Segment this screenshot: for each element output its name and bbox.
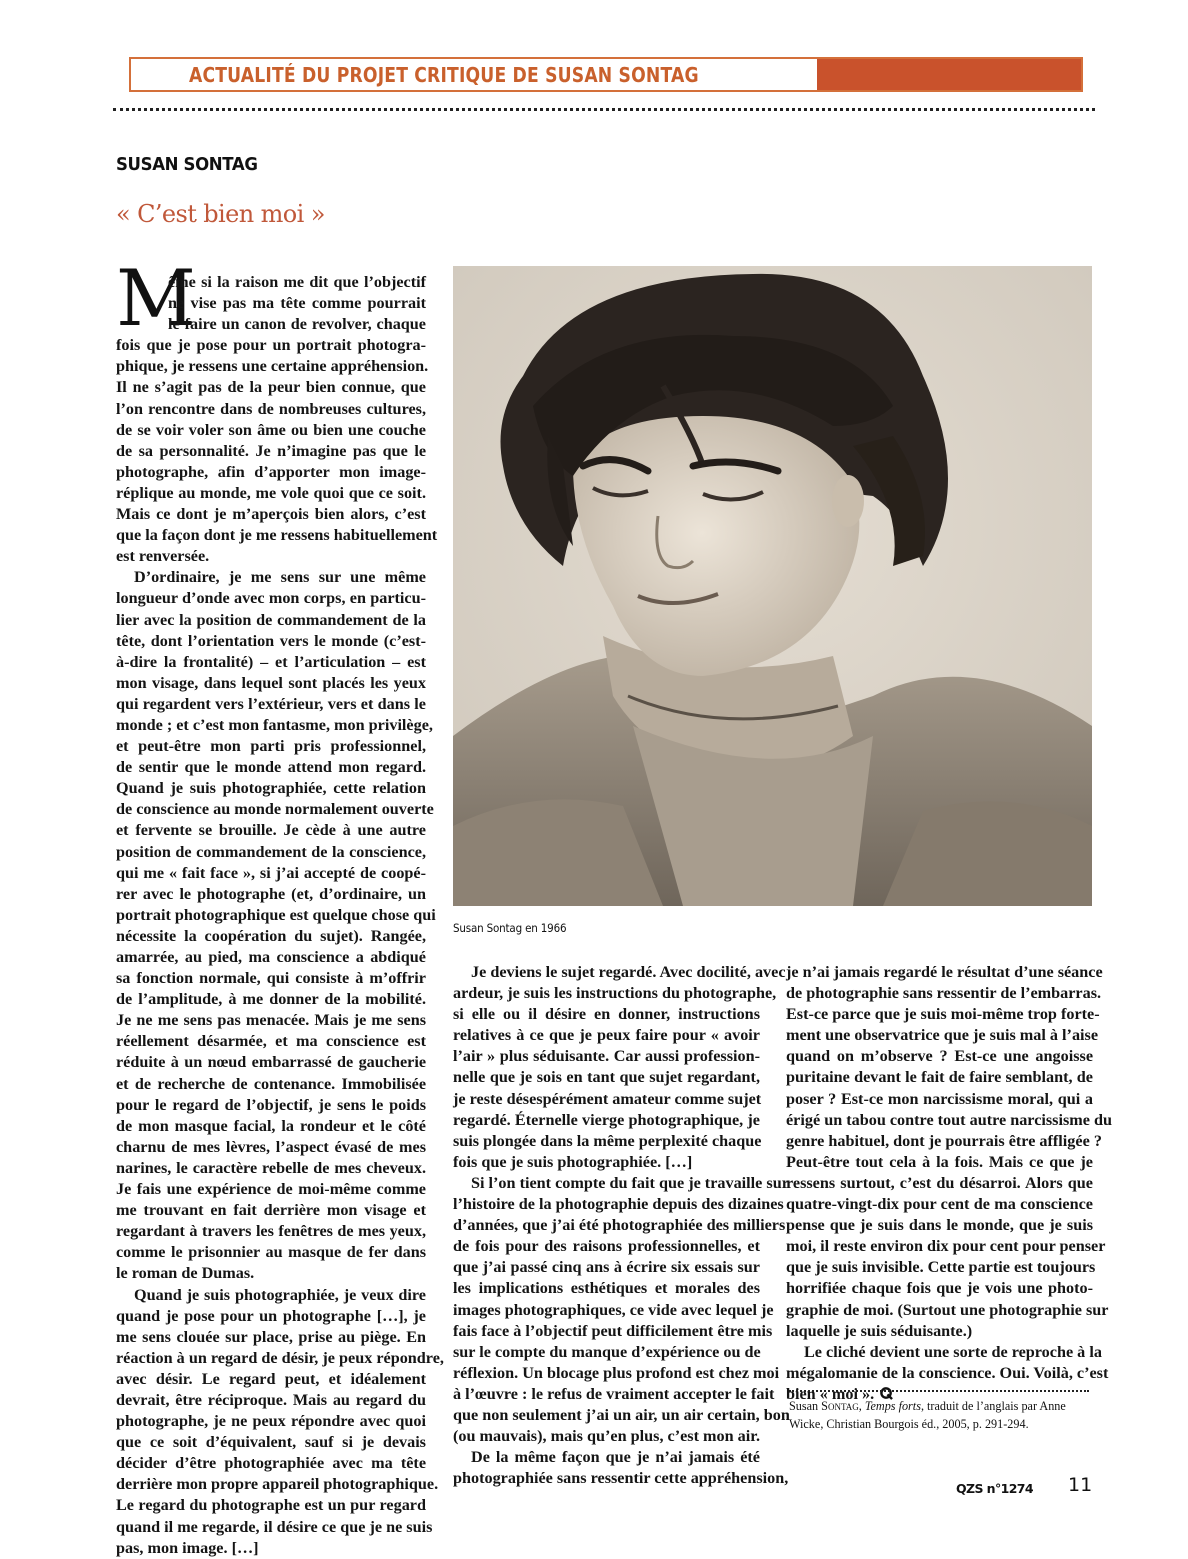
text-line: d’années, que j’ai été photographiée des milliers (453, 1216, 786, 1235)
portrait-photo (453, 266, 1092, 906)
text-line: l’on rencontre dans de nombreuses cultures, (116, 399, 426, 418)
text-line: Il ne s’agit pas de la peur bien connue, que (116, 378, 426, 397)
text-line: avec désir. Le regard peut, et idéalement (116, 1369, 426, 1388)
text-line: quatre-vingt-dix pour cent de ma conscience (786, 1195, 1093, 1214)
text-line: photographe, afin d’apporter mon image- (116, 462, 426, 481)
text-line: quand je pose pour un photographe […], je (116, 1306, 426, 1325)
text-line: phique, je ressens une certaine appréhension. (116, 357, 429, 376)
text-line: réplique au monde, me vole quoi que ce soit. (116, 483, 426, 502)
text-line: de l’amplitude, à me donner de la mobilité. (116, 990, 426, 1009)
text-line: de photographie sans ressentir de l’embarras. (786, 984, 1102, 1003)
text-line: érigé un tabou contre tout autre narcissisme du (786, 1110, 1112, 1129)
text-line: que j’ai passé cinq ans à écrire six essais sur (453, 1258, 760, 1277)
article-title: « C’est bien moi » (116, 200, 325, 228)
text-line: rer avec le photographe (et, d’ordinaire, un (116, 884, 426, 903)
text-line: Le cliché devient une sorte de reproche à la (804, 1342, 1102, 1361)
text-line: ême si la raison me dit que l’objectif (168, 273, 426, 291)
text-line: fais face à l’objectif peut difficilement être mis (453, 1321, 773, 1340)
text-line: (ou mauvais), mais qu’en plus, c’est mon air. (453, 1427, 760, 1446)
text-line: l’histoire de la photographie depuis des dizaines (453, 1195, 784, 1214)
text-line: de conscience au monde normalement ouverte (116, 800, 434, 819)
text-line: réduite à un nœud embarrassé de gaucherie (116, 1053, 426, 1072)
text-line: si elle ou il désire en donner, instructions (453, 1005, 760, 1024)
source-divider (789, 1390, 1089, 1392)
text-line: me trouvant en fait derrière mon visage et (116, 1201, 426, 1220)
source-details: , traduit de l’anglais par Anne Wicke, Christian Bourgois éd., 2005, p. 291-294. (789, 1399, 1066, 1431)
text-line: pense que je suis dans le monde, que je suis (786, 1216, 1093, 1235)
text-column-2 (453, 962, 790, 1489)
text-line: Mais ce dont je m’aperçois bien alors, c’est (116, 505, 426, 524)
text-line: réflexion. Un blocage plus profond est chez moi (453, 1363, 780, 1382)
text-line: horrifiée chaque fois que je vois une photo- (786, 1279, 1093, 1298)
text-line: graphie de moi. (Surtout une photographie sur (786, 1300, 1109, 1319)
text-column-1 (116, 272, 444, 1559)
text-line: mon visage, dans lequel sont placés les yeux (116, 673, 426, 692)
text-line: Le regard du photographe est un pur regard (116, 1496, 426, 1515)
text-line: je n’ai jamais regardé le résultat d’une séance (786, 963, 1103, 981)
text-line: De la même façon que je n’ai jamais été (471, 1448, 760, 1467)
photo-caption: Susan Sontag en 1966 (453, 921, 567, 935)
text-line: sur le compte du manque d’expérience ou de (453, 1342, 761, 1361)
section-title: ACTUALITÉ DU PROJET CRITIQUE DE SUSAN SONTAG (189, 63, 699, 87)
text-line: images photographiques, ce vide avec lequel je (453, 1300, 774, 1319)
portrait-illustration (453, 266, 1092, 906)
text-line: Peut-être tout cela à la fois. Mais ce que je (786, 1152, 1093, 1171)
source-author-last: Sontag (821, 1399, 859, 1413)
section-header-accent-block (817, 59, 1081, 90)
text-line: Est-ce parce que je suis moi-même trop forte- (786, 1005, 1100, 1024)
text-line: portrait photographique est quelque chose qui (116, 905, 436, 924)
text-line: poser ? Est-ce mon narcissisme moral, qui a (786, 1089, 1093, 1108)
text-line: et de recherche de contenance. Immobilisée (116, 1074, 426, 1093)
text-line: laquelle je suis séduisante.) (786, 1321, 973, 1340)
text-line: à-dire la frontalité) – et l’articulation – est (116, 652, 426, 671)
text-line: que je suis invisible. Cette partie est toujours (786, 1258, 1096, 1277)
source-sep: , (858, 1399, 865, 1413)
text-line: quand on m’observe ? Est-ce une angoisse (786, 1047, 1093, 1066)
text-line: Je ne me sens pas menacée. Mais je me sens (116, 1011, 426, 1030)
text-line: et peut-être mon parti pris professionnel, (116, 737, 426, 756)
text-line: décider d’être photographiée avec ma tête (116, 1454, 426, 1473)
text-line: le faire un canon de revolver, chaque (168, 315, 426, 334)
text-line: que ce soit d’équivalent, sauf si je devais (116, 1433, 426, 1452)
text-column-3 (786, 962, 1112, 1405)
text-line: à l’œuvre : le refus de vraiment accepter le fait (453, 1384, 775, 1403)
article-author: SUSAN SONTAG (116, 154, 258, 175)
source-citation (789, 1397, 1093, 1433)
text-line: fois que je suis photographiée. […] (453, 1152, 693, 1171)
text-line: de fois pour des raisons professionnelles, et (453, 1237, 760, 1256)
text-line: bien « moi ». (786, 1384, 1093, 1405)
source-book-title: Temps forts (864, 1399, 921, 1413)
text-line: regardé. Éternelle vierge photographique, je (453, 1110, 760, 1129)
text-line: longueur d’onde avec mon corps, en particu- (116, 589, 426, 608)
drop-cap: M (116, 254, 196, 344)
text-line: derrière mon propre appareil photographique. (116, 1475, 439, 1494)
text-line: mégalomanie de la conscience. Oui. Voilà, c’est (786, 1363, 1109, 1382)
text-line: tête, dont l’orientation vers le monde (c’est- (116, 631, 426, 650)
text-line: suis plongée dans la même perplexité chaque (453, 1131, 762, 1150)
text-line: réaction à un regard de désir, je peux répondre, (116, 1348, 444, 1367)
issue-number: QZS n°1274 (956, 1481, 1033, 1496)
text-line: l’air » plus séduisante. Car aussi profession- (453, 1047, 760, 1066)
text-line: de sa personnalité. Je n’imagine pas que le (116, 441, 426, 460)
text-line: nécessite la coopération du sujet). Rangée, (116, 926, 426, 945)
text-line: de sentir que le monde attend mon regard. (116, 758, 426, 777)
text-line: regardant à travers les fenêtres de mes yeux, (116, 1222, 426, 1241)
text-line: moi, il reste environ dix pour cent pour penser (786, 1237, 1106, 1256)
text-line: Quand je suis photographiée, cette relation (116, 779, 426, 798)
text-line: je reste désespérément amateur comme sujet (453, 1089, 762, 1108)
text-line: de mon masque facial, la rondeur et le côté (116, 1116, 426, 1135)
text-line: nelle que je sois en tant que sujet regardant, (453, 1068, 760, 1087)
text-line: que non seulement j’ai un air, un air certain, bon (453, 1405, 790, 1424)
text-line: pas, mon image. […] (116, 1538, 259, 1557)
text-line: ment une observatrice que je suis mal à l’aise (786, 1026, 1099, 1045)
text-line: narines, le caractère rebelle de mes cheveux. (116, 1158, 426, 1177)
dotted-divider (113, 108, 1095, 111)
text-line: ressens surtout, c’est du désarroi. Alors que (786, 1173, 1093, 1192)
text-line: photographe, je ne peux répondre avec quoi (116, 1412, 426, 1431)
text-line: Je fais une expérience de moi-même comme (116, 1180, 426, 1199)
text-line: charnu de mes lèvres, l’aspect évasé de mes (116, 1137, 426, 1156)
source-author-first: Susan (789, 1399, 822, 1413)
text-line: ardeur, je suis les instructions du photographe, (453, 984, 777, 1003)
text-line: lier avec la position de commandement de la (116, 610, 426, 629)
text-line: D’ordinaire, je me sens sur une même (134, 568, 426, 587)
text-line: genre habituel, dont je pourrais être affligée ? (786, 1131, 1102, 1150)
text-line: le roman de Dumas. (116, 1264, 255, 1283)
text-line: puritaine devant le fait de faire semblant, de (786, 1068, 1093, 1087)
text-line: qui regardent vers l’extérieur, vers et dans le (116, 694, 426, 713)
text-line: ne vise pas ma tête comme pourrait (168, 294, 426, 313)
text-line: me sens clouée sur place, prise au piège. En (116, 1327, 426, 1346)
text-line: Quand je suis photographiée, je veux dire (134, 1285, 426, 1304)
text-line: réellement désarmée, et ma conscience est (116, 1032, 426, 1051)
page-number: 11 (1068, 1474, 1093, 1496)
text-line: photographiée sans ressentir cette appréhension, (453, 1469, 789, 1488)
text-line: amarrée, au pied, ma conscience a abdiqué (116, 948, 426, 966)
text-line: les implications esthétiques et morales des (453, 1279, 760, 1298)
text-line: quand il me regarde, il désire ce que je ne suis (116, 1517, 433, 1536)
text-line: que la façon dont je me ressens habituellement (116, 526, 438, 545)
text-line: monde ; et c’est mon fantasme, mon privilège, (116, 715, 433, 734)
text-line: et fervente se brouille. Je cède à une autre (116, 821, 426, 840)
section-header (129, 57, 1083, 92)
text-line: fois que je pose pour un portrait photogra- (116, 336, 426, 355)
text-line: est renversée. (116, 547, 210, 566)
text-line: qui me « fait face », si j’ai accepté de coopé- (116, 863, 426, 882)
text-line: sa fonction normale, qui consiste à m’offrir (116, 969, 426, 988)
text-line: devrait, être réciproque. Mais au regard du (116, 1390, 426, 1409)
text-line: Si l’on tient compte du fait que je travaille sur (471, 1173, 789, 1192)
text-line: comme le prisonnier au masque de fer dans (116, 1243, 426, 1262)
text-line: relatives à ce que je peux faire pour « avoir (453, 1026, 760, 1045)
text-line: pour le regard de l’objectif, je sens le poids (116, 1095, 426, 1114)
text-line: Je deviens le sujet regardé. Avec docilité, avec (471, 963, 786, 981)
text-line: position de commandement de la conscience, (116, 842, 426, 861)
text-line: de se voir voler son âme ou bien une couche (116, 420, 426, 439)
